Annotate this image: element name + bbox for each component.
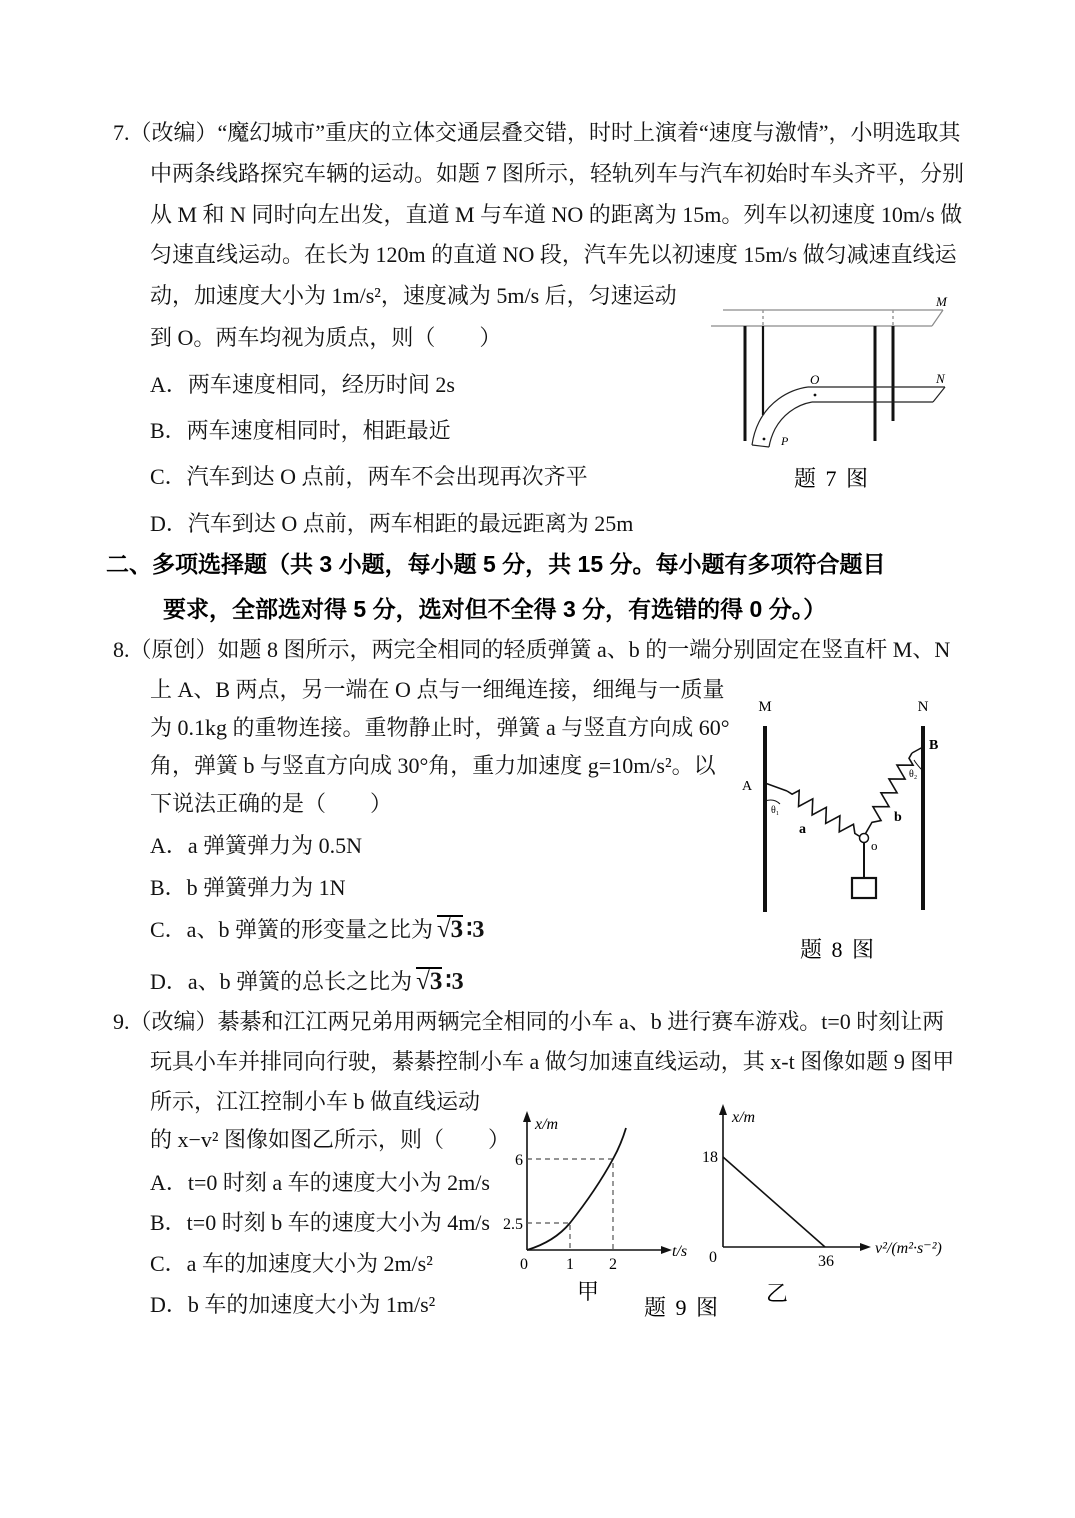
x-tick-0: 0 [520, 1256, 528, 1273]
dot-near-p [763, 438, 766, 441]
q9-option-b: B．t=0 时刻 b 车的速度大小为 4m/s [150, 1210, 490, 1235]
q8-option-d-ratio: ∶3 [445, 969, 464, 995]
xt-curve [527, 1128, 626, 1250]
x-tick-36: 36 [818, 1253, 834, 1270]
q9-figure-caption: 题 9 图 [644, 1295, 721, 1320]
axes [527, 1119, 665, 1250]
q8-option-c-text: C．a、b 弹簧的形变量之比为 [150, 917, 433, 942]
axes [723, 1112, 864, 1247]
section2-header-line1: 二、多项选择题（共 3 小题，每小题 5 分，共 15 分。每小题有多项符合题目 [106, 551, 886, 577]
q8-option-c-ratio: ∶3 [466, 917, 485, 943]
ramp-outer-curve [752, 387, 808, 445]
label-m: M [758, 699, 772, 715]
q7-option-b: B．两车速度相同时，相距最近 [150, 418, 451, 443]
q8-line-5: 下说法正确的是（ ） [150, 791, 393, 816]
q9-graph-xt [497, 1107, 702, 1277]
q8-line-1: 8.（原创）如题 8 图所示，两完全相同的轻质弹簧 a、b 的一端分别固定在竖直杆 M、N [113, 637, 951, 662]
q9-option-d: D．b 车的加速度大小为 1m/s² [150, 1292, 436, 1317]
q7-line-6: 到 O。两车均视为质点，则（ ） [150, 325, 502, 350]
y-tick-2-5: 2.5 [503, 1216, 523, 1233]
angle-arcs [765, 760, 923, 804]
q7-option-a: A．两车速度相同，经历时间 2s [150, 372, 455, 397]
q9-graph-jia-caption: 甲 [577, 1279, 602, 1304]
q9-graph-yi-caption: 乙 [766, 1281, 791, 1306]
q8-figure-caption: 题 8 图 [800, 937, 877, 962]
x-axis-label: t/s [672, 1243, 688, 1260]
ring-at-o [860, 834, 869, 843]
spring-b-coil [859, 750, 918, 838]
label-a-point: A [742, 779, 753, 794]
label-n: N [917, 699, 929, 715]
sqrt3-symbol: √3 [436, 916, 464, 943]
label-spring-a: a [799, 822, 806, 837]
q8-line-3: 为 0.1kg 的重物连接。重物静止时，弹簧 a 与竖直方向成 60° [150, 715, 730, 740]
label-b-point: B [929, 738, 939, 753]
q7-figure-caption: 题 7 图 [794, 466, 871, 491]
y-tick-18: 18 [702, 1149, 718, 1166]
dot-near-o [814, 394, 817, 397]
q7-line-3: 从 M 和 N 同时向左出发，直道 M 与车道 NO 的距离为 15m。列车以初速度 10m/s 做 [150, 202, 963, 227]
q7-line-5: 动，加速度大小为 1m/s²，速度减为 5m/s 后，匀速运动 [150, 283, 677, 308]
q8-option-d-text: D．a、b 弹簧的总长之比为 [150, 969, 413, 994]
xv2-line [723, 1157, 825, 1247]
label-o: o [871, 838, 878, 853]
y-axis-label: x/m [732, 1109, 756, 1126]
q7-option-c: C．汽车到达 O 点前，两车不会出现再次齐平 [150, 464, 588, 489]
q8-figure-springs [733, 690, 948, 922]
ramp-inner-curve [769, 402, 812, 447]
x-tick-1: 1 [566, 1256, 574, 1273]
x-tick-2: 2 [609, 1256, 617, 1273]
q8-option-d [150, 967, 464, 995]
q8-option-c [150, 915, 484, 943]
sqrt3-symbol: √3 [416, 968, 443, 995]
label-theta1: θ₁ [771, 805, 780, 816]
x-axis-label: v²/(m²·s⁻²) [875, 1240, 942, 1257]
q8-line-4: 角，弹簧 b 与竖直方向成 30°角，重力加速度 g=10m/s²。以 [150, 753, 716, 778]
q9-line-4: 的 x−v² 图像如图乙所示，则（ ） [150, 1127, 511, 1152]
y-axis-arrow [719, 1104, 727, 1115]
q9-option-c: C．a 车的加速度大小为 2m/s² [150, 1251, 433, 1276]
q9-line-1: 9.（改编）綦綦和江江两兄弟用两辆完全相同的小车 a、b 进行赛车游戏。t=0 时刻让两 [113, 1009, 945, 1034]
q7-figure-roads [698, 290, 956, 462]
label-p: P [781, 434, 789, 448]
x-axis-arrow [860, 1243, 871, 1251]
label-n: N [936, 371, 945, 386]
q8-option-b: B．b 弹簧弹力为 1N [150, 875, 346, 900]
q9-line-2: 玩具小车并排同向行驶，綦綦控制小车 a 做匀加速直线运动，其 x-t 图像如题 9 图甲 [150, 1049, 955, 1074]
rail-dashed-pillar-tops [763, 310, 893, 326]
dashed-guides [527, 1159, 613, 1250]
q9-option-a: A．t=0 时刻 a 车的速度大小为 2m/s [150, 1170, 490, 1195]
origin-0: 0 [709, 1249, 717, 1266]
y-axis-arrow [523, 1111, 531, 1122]
upper-rail [711, 310, 943, 326]
q7-line-1: 7.（改编）“魔幻城市”重庆的立体交通层叠交错，时时上演着“速度与激情”，小明选取其 [113, 120, 961, 145]
q8-option-a: A．a 弹簧弹力为 0.5N [150, 833, 363, 858]
q7-option-d: D．汽车到达 O 点前，两车相距的最远距离为 25m [150, 511, 634, 536]
q9-graph-xv2 [688, 1100, 990, 1278]
q9-line-3: 所示，江江控制小车 b 做直线运动 [150, 1089, 481, 1114]
y-tick-6: 6 [515, 1152, 523, 1169]
section2-header-line2: 要求，全部选对得 5 分，选对但不全得 3 分，有选错的得 0 分。） [163, 596, 827, 622]
q7-line-2: 中两条线路探究车辆的运动。如题 7 图所示，轻轨列车与汽车初始时车头齐平，分别 [150, 161, 965, 186]
spring-a-coil [783, 785, 865, 844]
label-m: M [936, 294, 947, 309]
label-o: O [810, 372, 820, 387]
label-theta2: θ₂ [909, 769, 918, 780]
label-spring-b: b [894, 810, 902, 825]
weight-block [852, 878, 876, 898]
q7-line-4: 匀速直线运动。在长为 120m 的直道 NO 段，汽车先以初速度 15m/s 做匀减速直线运 [150, 242, 957, 267]
y-axis-label: x/m [535, 1116, 559, 1133]
q8-line-2: 上 A、B 两点，另一端在 O 点与一细绳连接，细绳与一质量 [150, 677, 725, 702]
x-axis-arrow [661, 1246, 672, 1254]
